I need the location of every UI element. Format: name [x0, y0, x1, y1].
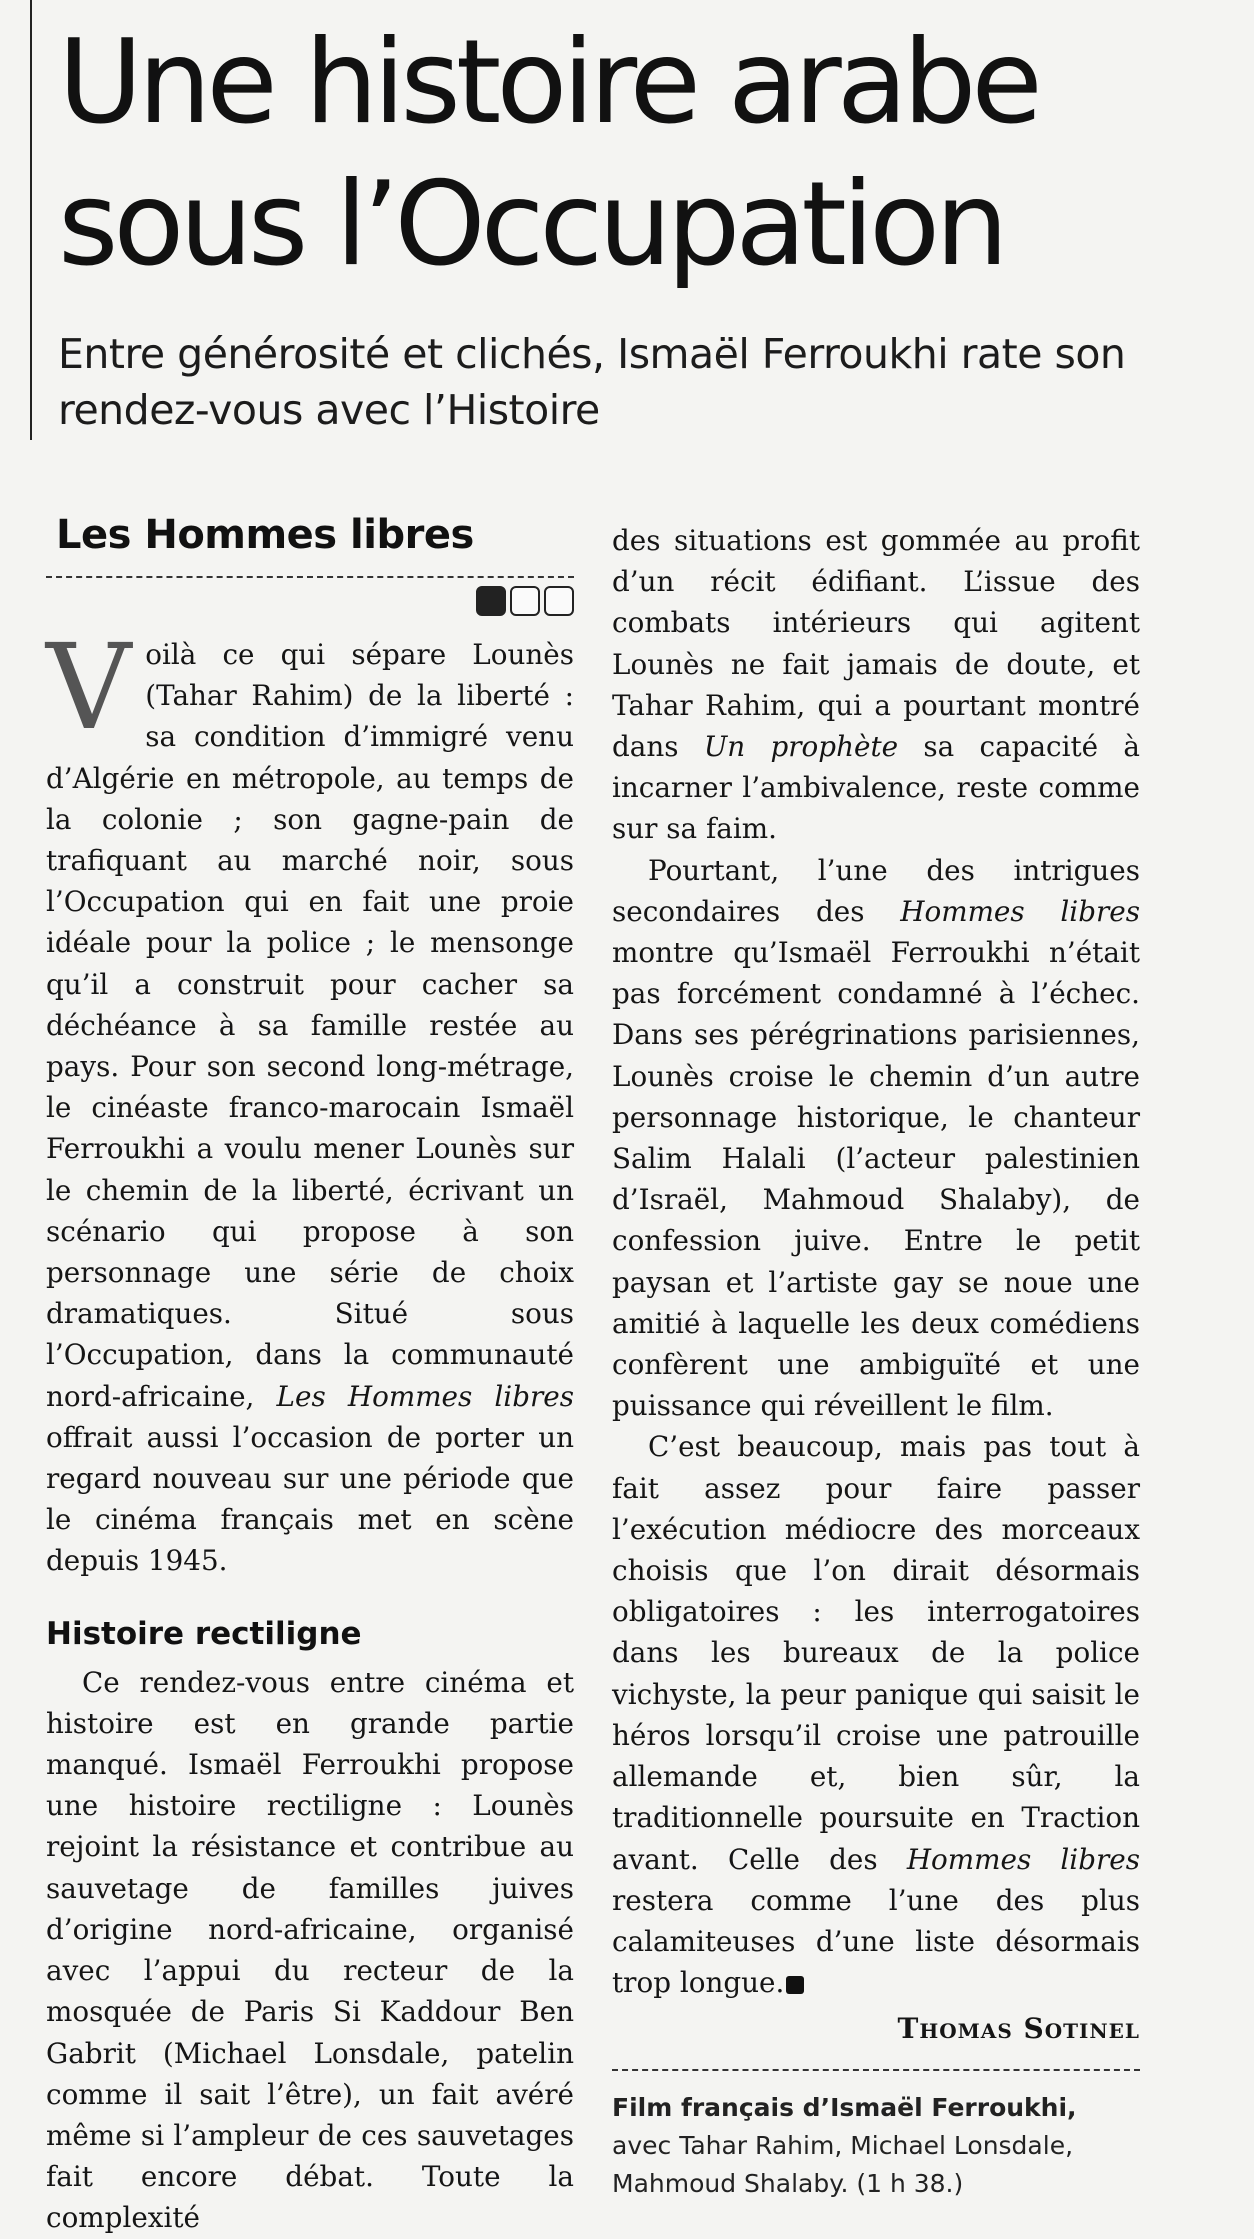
film-title-italic: Les Hommes libres: [276, 1379, 574, 1413]
headline-line-2: sous l’Occupation: [58, 157, 1004, 292]
drop-cap: V: [46, 618, 132, 756]
deck-subtitle: Entre générosité et clichés, Ismaël Ferroukhi rate son rendez-vous avec l’Histoire: [58, 330, 1126, 434]
paragraph-3: Pourtant, l’une des intrigues secondaires des Hommes libres montre qu’Ismaël Ferroukhi n’était pas forcément condamné à l’échec. Dans ses pérégrinations parisiennes, Lounès croise le chemin d’un autre personnage historique, le chanteur Salim Halali (l’acteur palestinien d’Israël, Mahmoud Shalaby), de confession juive. Entre le petit paysan et l’artiste gay se noue une amitié à laquelle les deux comédiens confèrent une ambiguïté et une puissance qui réveillent le film.: [612, 853, 1140, 1423]
credits-title: Film français d’Ismaël Ferroukhi,: [612, 2093, 1077, 2123]
rating-box-empty: [544, 586, 574, 616]
end-mark-icon: [786, 1976, 804, 1994]
paragraph-1: Voilà ce qui sépare Lounès (Tahar Rahim) de la liberté : sa condition d’immigré venu d’Algérie en métropole, au temps de la colonie ; son gagne-pain de trafiquant au marché noir, sous l’Occupation qui en fait une proie idéale pour la police ; le mensonge qu’il a construit pour cacher sa déchéance à sa famille restée au pays. Pour son second long-métrage, le cinéaste franco-marocain Ismaël Ferroukhi a voulu mener Lounès sur le chemin de la liberté, écrivant un scénario qui propose à son personnage une série de choix dramatiques. Situé sous l’Occupation, dans la communauté nord-africaine, Les Hommes libres offrait aussi l’occasion de porter un regard nouveau sur une période que le cinéma français met en scène depuis 1945.: [46, 618, 574, 1578]
headline-line-1: Une histoire arabe: [58, 15, 1038, 150]
paragraph-2: Ce rendez-vous entre cinéma et histoire est en grande partie manqué. Ismaël Ferroukhi propose une histoire rectiligne : Lounès rejoint la résistance et contribue au sauvetage de familles juives d’origine nord-africaine, organisé avec l’appui du recteur de la mosquée de Paris Si Kaddour Ben Gabrit (Michael Lonsdale, patelin comme il sait l’être), un fait avéré même si l’ampleur de ces sauvetages fait encore débat. Toute la complexité: [46, 1665, 574, 2235]
dashed-divider: [612, 2069, 1140, 2071]
rating-box-filled: [476, 586, 506, 616]
film-title-italic: Hommes libres: [906, 1842, 1140, 1876]
paragraph-2-continued: des situations est gommée au profit d’un récit édifiant. L’issue des combats intérieurs qui agitent Lounès ne fait jamais de doute, et Tahar Rahim, qui a pourtant montré dans Un prophète sa capacité à incarner l’ambivalence, reste comme sur sa faim.: [612, 524, 1140, 846]
article-column-left: [46, 500, 574, 2239]
credits-cast: avec Tahar Rahim, Michael Lonsdale,: [612, 2131, 1074, 2161]
film-reference-italic: Un prophète: [703, 730, 899, 764]
film-title-italic: Hommes libres: [900, 894, 1140, 928]
rating-box-empty: [510, 586, 540, 616]
article-column-right: [612, 520, 1140, 2203]
paragraph-4: C’est beaucoup, mais pas tout à fait assez pour faire passer l’exécution médiocre des morceaux choisis que l’on dirait désormais obligatoires : les interrogatoires dans les bureaux de la police vichyste, la peur panique qui saisit le héros lorsqu’il croise une patrouille allemande et, bien sûr, la traditionnelle poursuite en Traction avant. Celle des Hommes libres restera comme l’une des plus calamiteuses d’une liste désormais trop longue.: [612, 1430, 1140, 2000]
headline: [58, 12, 1218, 296]
subheading: Histoire rectiligne: [46, 1615, 362, 1652]
byline: Thomas Sotinel: [897, 2012, 1140, 2046]
film-credits: [612, 2089, 1140, 2203]
film-title: Les Hommes libres: [56, 512, 474, 558]
dashed-divider: [46, 576, 574, 578]
credits-duration: Mahmoud Shalaby. (1 h 38.): [612, 2169, 964, 2199]
rating-boxes: [46, 586, 574, 622]
column-rule: [30, 0, 32, 440]
